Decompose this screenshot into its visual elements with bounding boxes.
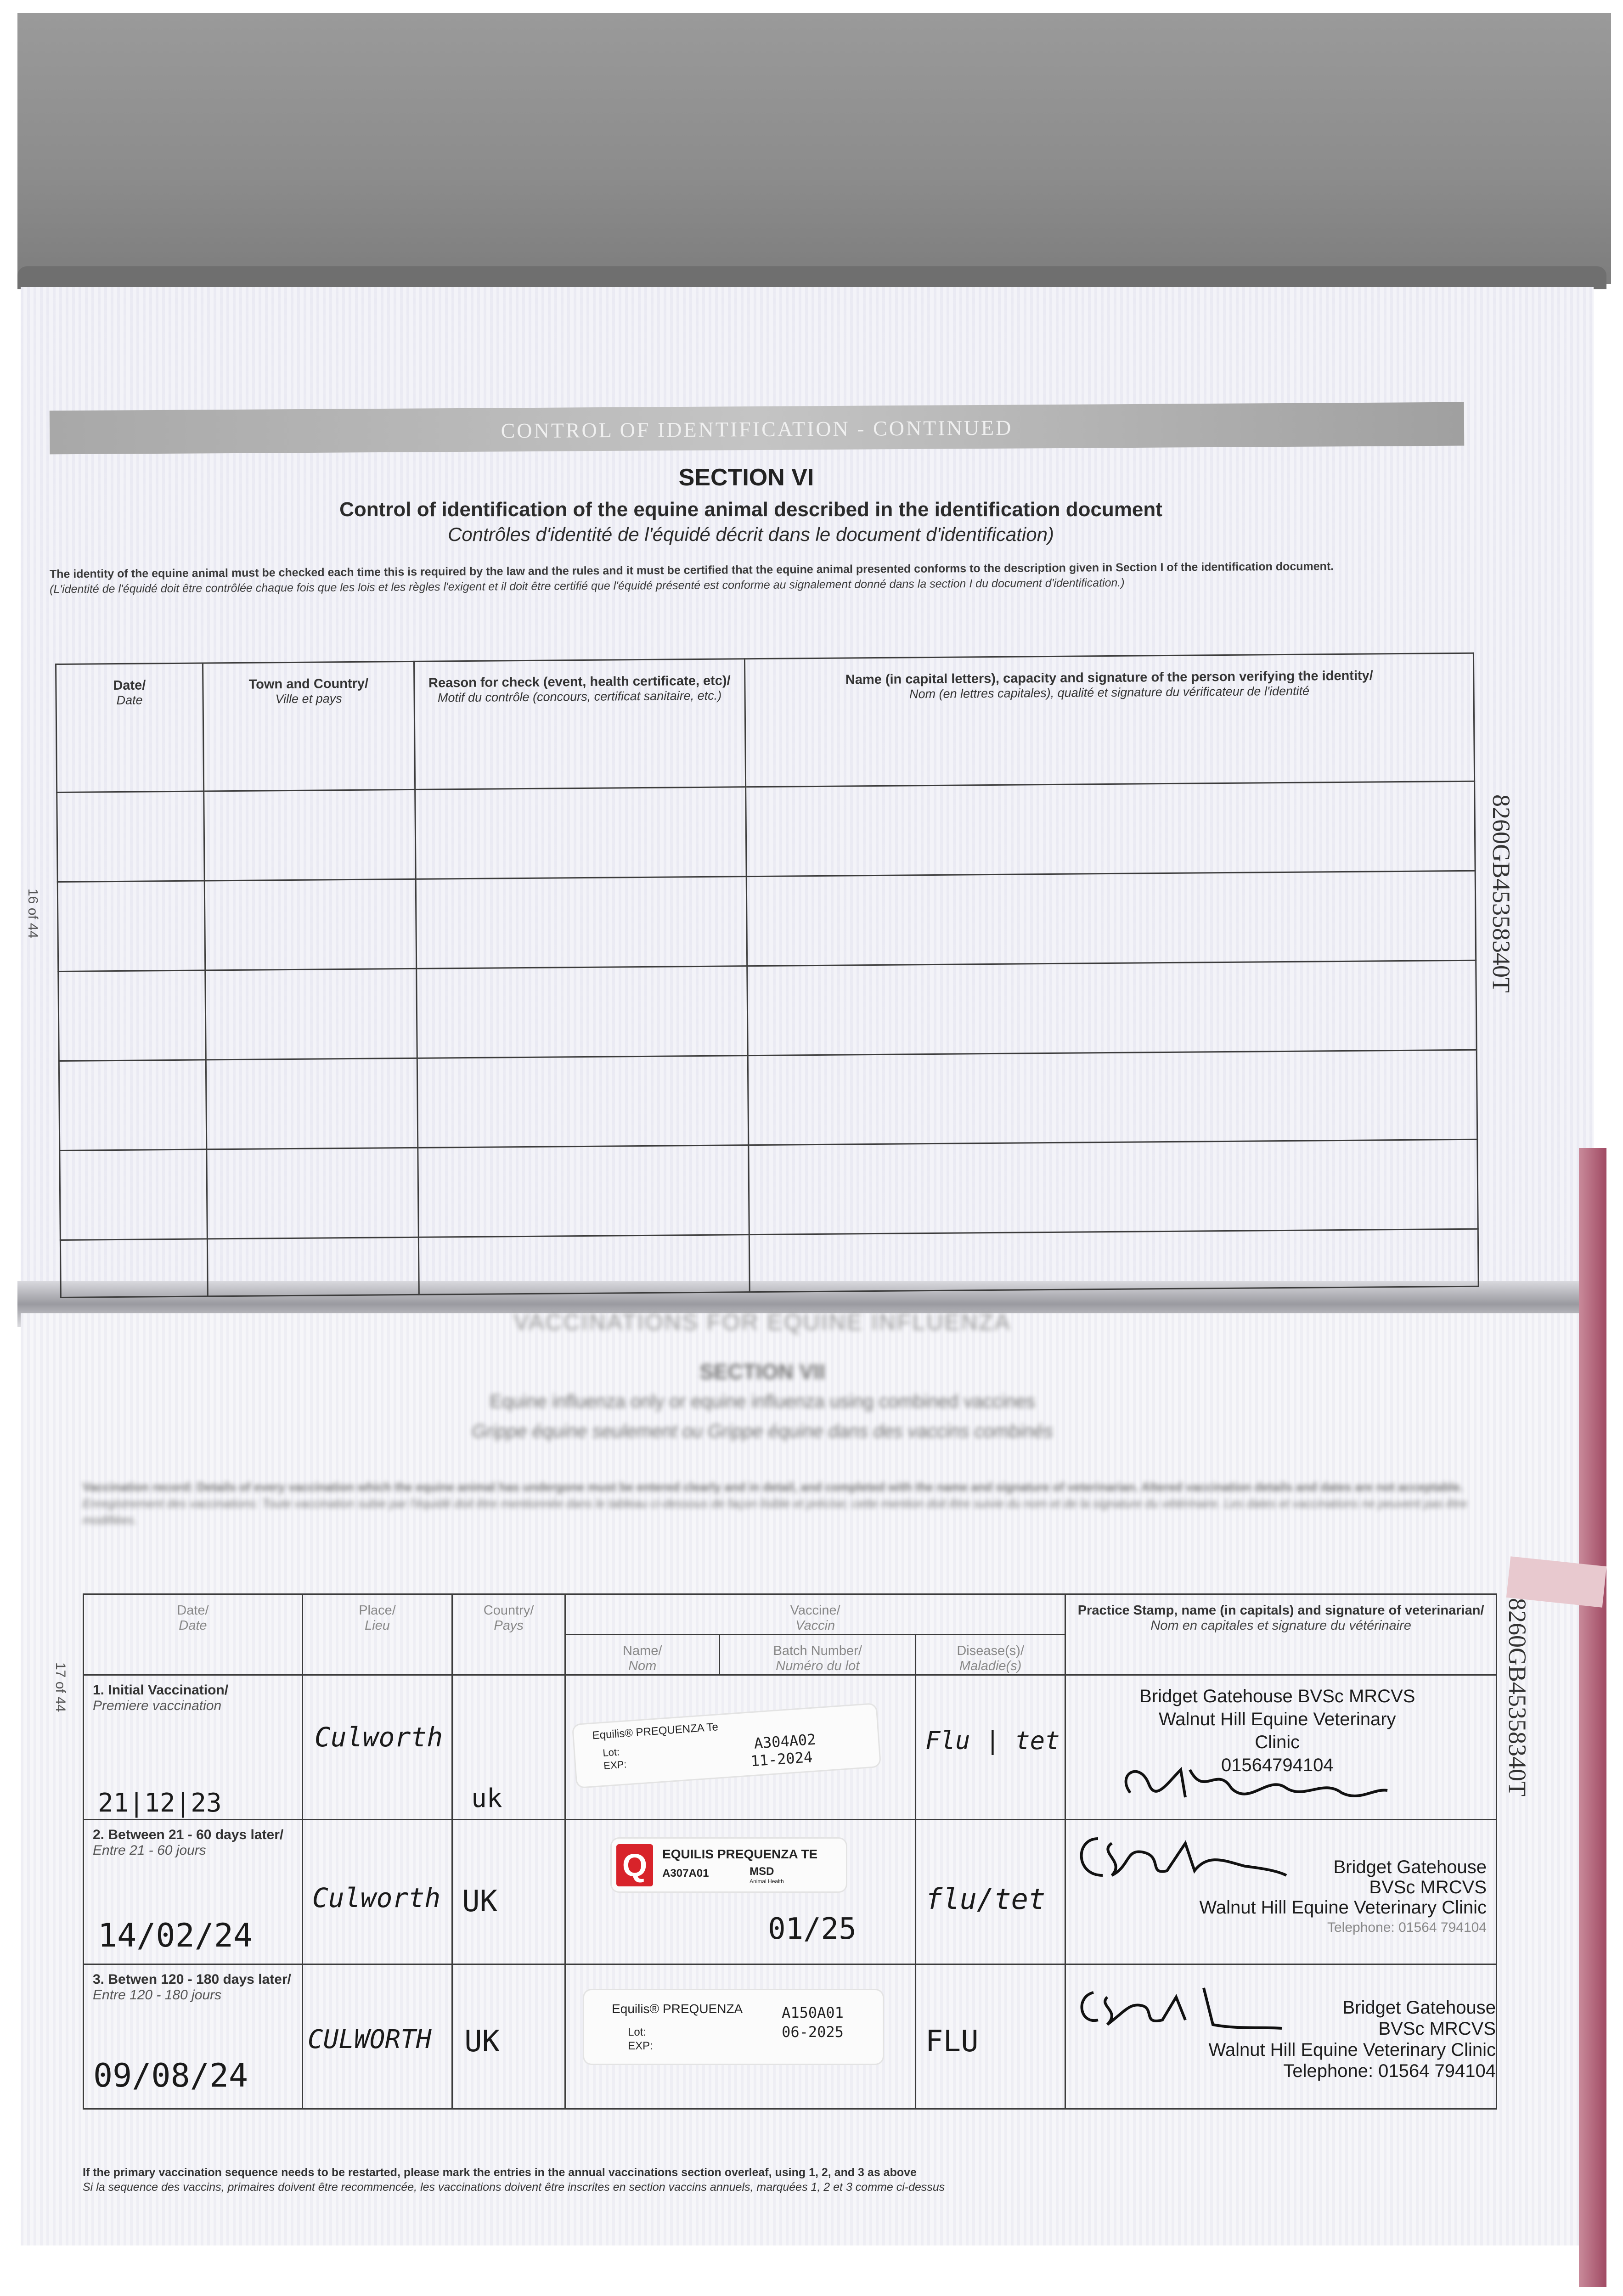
col-vaccine-name — [565, 1635, 720, 1675]
cell[interactable] — [58, 970, 206, 1061]
cell[interactable] — [418, 1235, 750, 1295]
handwritten-place: Culworth — [312, 1882, 441, 1913]
sticker-lot: A150A01 — [782, 2004, 844, 2021]
vaccine-batch-cell[interactable] — [565, 1820, 916, 1964]
place-cell[interactable] — [302, 1964, 452, 2109]
page-number: 16 of 44 — [25, 889, 40, 939]
stamp-line: Telephone: 01564 794104 — [1283, 2061, 1496, 2081]
handwritten-date: 14/02/24 — [98, 1917, 253, 1954]
sticker-lot-label: Lot: — [602, 1746, 620, 1759]
date-cell[interactable] — [84, 1820, 303, 1964]
col-place — [302, 1594, 452, 1675]
table-row — [57, 871, 1476, 971]
col-batch-number — [720, 1635, 916, 1675]
scanner-background — [17, 13, 1611, 284]
cell[interactable] — [749, 1139, 1478, 1234]
col-label-fr: Numéro du lot — [776, 1659, 860, 1673]
sticker-maker-sub: Animal Health — [750, 1878, 784, 1885]
vaccination-intro — [83, 1479, 1488, 1528]
table-row — [59, 1050, 1477, 1150]
disease-cell[interactable] — [916, 1964, 1065, 2109]
col-country — [452, 1594, 565, 1675]
col-reason — [414, 659, 745, 790]
table-row — [58, 960, 1476, 1061]
handwritten-disease: Flu | tet — [925, 1726, 1060, 1755]
section-banner-lower: VACCINATIONS FOR EQUINE INFLUENZA — [513, 1309, 1011, 1335]
cell[interactable] — [57, 881, 205, 972]
handwritten-country: uk — [471, 1784, 502, 1813]
cell[interactable] — [748, 1050, 1477, 1145]
cell[interactable] — [206, 1058, 418, 1149]
vaccination-intro-fr: Enregistrement des vaccinations: Toute vaccination subie par l'équidé doit être mentionnée dans le tableau ci-dessous de façon lisible et précise; cette mention doit être suivie du nom et de la signature du vétérinaire. Les dates et vaccinations ne peuvent pas être modifiées. — [83, 1497, 1467, 1527]
place-cell[interactable] — [302, 1675, 452, 1820]
stamp-line: Bridget Gatehouse — [1342, 1998, 1496, 2018]
vaccination-table — [83, 1593, 1497, 2110]
vaccine-sticker — [573, 1704, 880, 1787]
row-label-en: 2. Between 21 - 60 days later/ — [93, 1827, 284, 1842]
col-label-en: Place/ — [359, 1603, 396, 1618]
col-label-fr: Pays — [494, 1618, 524, 1633]
col-label-fr: Maladie(s) — [959, 1659, 1022, 1673]
row-label — [85, 1676, 301, 1720]
passport-cover-edge — [17, 266, 1606, 289]
sticker-exp-label: EXP: — [603, 1758, 627, 1772]
col-label-en: Batch Number/ — [773, 1643, 862, 1658]
table-row — [57, 781, 1475, 882]
col-label-fr: Nom — [628, 1659, 657, 1673]
col-label-en: Name/ — [623, 1643, 662, 1658]
page-number-lower: 17 of 44 — [53, 1662, 68, 1712]
cell[interactable] — [417, 966, 748, 1058]
row-label — [85, 1965, 301, 2009]
intro-en: The identity of the equine animal must be checked each time this is required by the law and the rules and it must be certified that the equine animal presented conforms to the description given in Section I of the identification document. — [49, 560, 1334, 581]
handwritten-date: 21|12|23 — [98, 1788, 222, 1818]
col-verifier — [744, 653, 1474, 787]
col-label-en: Country/ — [483, 1603, 534, 1618]
table-row — [60, 1229, 1478, 1297]
section-subtitle-lower-en: Equine influenza only or equine influenza using combined vaccines — [490, 1391, 1035, 1412]
stamp-line: Walnut Hill Equine Veterinary Clinic — [1208, 2040, 1496, 2060]
col-label-fr: Date — [179, 1618, 207, 1633]
row-label-fr: Entre 21 - 60 jours — [93, 1843, 206, 1858]
stamp-line: Bridget Gatehouse BVSc MRCVS — [1139, 1686, 1415, 1706]
cell[interactable] — [418, 1145, 750, 1238]
disease-cell[interactable] — [916, 1675, 1065, 1820]
cell[interactable] — [204, 789, 416, 881]
cell[interactable] — [747, 960, 1476, 1055]
cell[interactable] — [415, 787, 747, 879]
table-row — [84, 1675, 1497, 1820]
section-subtitle-en: Control of identification of the equine animal described in the identification document — [339, 498, 1162, 521]
cover-edge-pink — [1579, 1148, 1606, 2287]
col-label-fr: Nom (en lettres capitales), qualité et signature du vérificateur de l'identité — [909, 684, 1310, 701]
vet-signature — [1112, 1756, 1397, 1811]
table-header-row — [84, 1594, 1497, 1635]
col-label-en: Date/ — [177, 1603, 209, 1618]
cell[interactable] — [60, 1149, 208, 1240]
col-date — [56, 663, 204, 793]
sticker-brand: Equilis® PREQUENZA Te — [592, 1721, 719, 1742]
practice-stamp — [1165, 1997, 1496, 2082]
footer-note — [83, 2165, 945, 2195]
stamp-cell[interactable] — [1065, 1964, 1497, 2109]
handwritten-country: UK — [462, 1885, 498, 1919]
handwritten-date: 09/08/24 — [93, 2057, 248, 2094]
row-label-fr: Entre 120 - 180 jours — [93, 1987, 222, 2003]
footer-fr: Si la sequence des vaccins, primaires doivent être recommencée, les vaccinations doivent être inscrites en section vaccins annuels, marquées 1, 2 et 3 comme ci-dessus — [83, 2181, 945, 2194]
sticker-brand: Equilis® PREQUENZA — [612, 2002, 743, 2016]
cell[interactable] — [749, 1229, 1478, 1292]
row-label-fr: Premiere vaccination — [93, 1698, 222, 1713]
section-title: SECTION VI — [678, 464, 814, 491]
table-row — [60, 1139, 1478, 1240]
handwritten-country: UK — [464, 2025, 500, 2059]
col-label-fr: Ville et pays — [275, 692, 342, 706]
sticker-exp-label: EXP: — [628, 2040, 653, 2052]
section-title-lower: SECTION VII — [699, 1360, 825, 1384]
col-date — [84, 1594, 303, 1675]
stamp-line: Bridget Gatehouse — [1333, 1857, 1487, 1877]
vaccination-intro-en: Vaccination record: Details of every vaccination which the equine animal has undergone must be entered clearly and in detail, and completed with the name and signature of veterinarian. Altered vaccination details and dates are not acceptable. — [83, 1480, 1463, 1494]
col-disease — [916, 1635, 1065, 1675]
vaccine-batch-cell[interactable] — [565, 1964, 916, 2109]
handwritten-place: CULWORTH — [307, 2025, 432, 2054]
intro-fr: (L'identité de l'équidé doit être contrôlée chaque fois que les lois et les règles l'exigent et il doit être certifié que l'équidé présenté est conforme au signalement donné dans la section I du document d'identification.) — [50, 576, 1125, 596]
col-label-en: Town and Country/ — [248, 676, 369, 692]
sticker-lot: A304A02 — [753, 1730, 817, 1752]
table-header-row — [56, 653, 1475, 792]
cell[interactable] — [746, 871, 1476, 966]
vaccine-logo-q: Q — [616, 1844, 653, 1886]
row-label-en: 1. Initial Vaccination/ — [93, 1683, 229, 1698]
table-row — [84, 1964, 1497, 2109]
sticker-exp: 06-2025 — [782, 2023, 844, 2041]
cell[interactable] — [207, 1148, 419, 1239]
handwritten-disease: flu/tet — [925, 1882, 1046, 1916]
col-label-fr: Date — [116, 693, 143, 707]
col-label-en: Practice Stamp, name (in capitals) and signature of veterinarian/ — [1077, 1603, 1484, 1618]
col-label-fr: Vaccin — [795, 1618, 835, 1633]
vaccine-sticker — [612, 1839, 846, 1891]
vaccine-batch-cell[interactable] — [565, 1675, 916, 1820]
cell[interactable] — [207, 1237, 419, 1296]
stamp-line: Telephone: 01564 794104 — [1327, 1920, 1487, 1935]
col-label-en: Disease(s)/ — [957, 1643, 1024, 1658]
country-cell[interactable] — [452, 1964, 565, 2109]
col-vaccine — [565, 1594, 1065, 1635]
country-cell[interactable] — [452, 1675, 565, 1820]
cell[interactable] — [59, 1060, 207, 1151]
sticker-maker: MSD — [750, 1865, 774, 1878]
stamp-line: BVSc MRCVS — [1378, 2019, 1496, 2039]
disease-cell[interactable] — [916, 1820, 1065, 1964]
cell[interactable] — [204, 879, 417, 970]
stamp-line: 01564794104 — [1221, 1755, 1334, 1775]
cell[interactable] — [746, 781, 1475, 876]
cell[interactable] — [416, 877, 747, 969]
practice-stamp — [1156, 1857, 1487, 1938]
section-subtitle-lower-fr: Grippe équine seulement ou Grippe équine dans des vaccins combinés — [472, 1421, 1053, 1441]
col-practice-stamp — [1065, 1594, 1497, 1675]
handwritten-expiry: 01/25 — [768, 1912, 857, 1946]
vaccine-sticker — [584, 1990, 883, 2064]
table-row — [84, 1820, 1497, 1964]
sticker-brand: EQUILIS PREQUENZA TE — [662, 1847, 818, 1861]
section-banner: CONTROL OF IDENTIFICATION - CONTINUED — [50, 402, 1465, 455]
footer-en: If the primary vaccination sequence needs to be restarted, please mark the entries in the annual vaccinations section overleaf, using 1, 2, and 3 as above — [83, 2166, 917, 2179]
col-label-fr: Motif du contrôle (concours, certificat sanitaire, etc.) — [437, 688, 722, 705]
col-label-fr: Nom en capitales et signature du vétérinaire — [1150, 1618, 1411, 1633]
date-cell[interactable] — [84, 1675, 303, 1820]
passport-number: 8260GB45358340T — [1488, 794, 1515, 993]
section-subtitle-fr: Contrôles d'identité de l'équidé décrit dans le document d'identification) — [448, 523, 1054, 545]
stamp-line: Walnut Hill Equine Veterinary Clinic — [1199, 1897, 1487, 1918]
identification-check-table — [55, 653, 1479, 1298]
col-label-en: Name (in capital letters), capacity and signature of the person verifying the identity/ — [845, 668, 1373, 687]
handwritten-disease: FLU — [925, 2025, 979, 2059]
stamp-cell[interactable] — [1065, 1675, 1497, 1820]
col-label-en: Date/ — [113, 678, 146, 693]
col-label-en: Vaccine/ — [790, 1603, 840, 1618]
cell[interactable] — [417, 1056, 749, 1148]
sticker-lot: A307A01 — [662, 1867, 709, 1880]
sticker-lot-label: Lot: — [628, 2026, 647, 2038]
stamp-cell[interactable] — [1065, 1820, 1497, 1964]
cell[interactable] — [60, 1239, 208, 1298]
cell[interactable] — [57, 791, 205, 882]
row-label — [85, 1821, 301, 1865]
sticker-exp: 11-2024 — [750, 1748, 813, 1770]
stamp-line: Walnut Hill Equine Veterinary Clinic — [1159, 1709, 1396, 1752]
col-label-fr: Lieu — [365, 1618, 390, 1633]
col-town-country — [203, 661, 415, 791]
stamp-line: BVSc MRCVS — [1369, 1877, 1487, 1897]
row-label-en: 3. Betwen 120 - 180 days later/ — [93, 1972, 291, 1987]
country-cell[interactable] — [452, 1820, 565, 1964]
cell[interactable] — [205, 968, 417, 1060]
passport-number-lower: 8260GB45358340T — [1504, 1598, 1531, 1796]
date-cell[interactable] — [84, 1964, 303, 2109]
handwritten-place: Culworth — [314, 1722, 443, 1753]
place-cell[interactable] — [302, 1820, 452, 1964]
col-label-en: Reason for check (event, health certificate, etc)/ — [428, 673, 731, 691]
